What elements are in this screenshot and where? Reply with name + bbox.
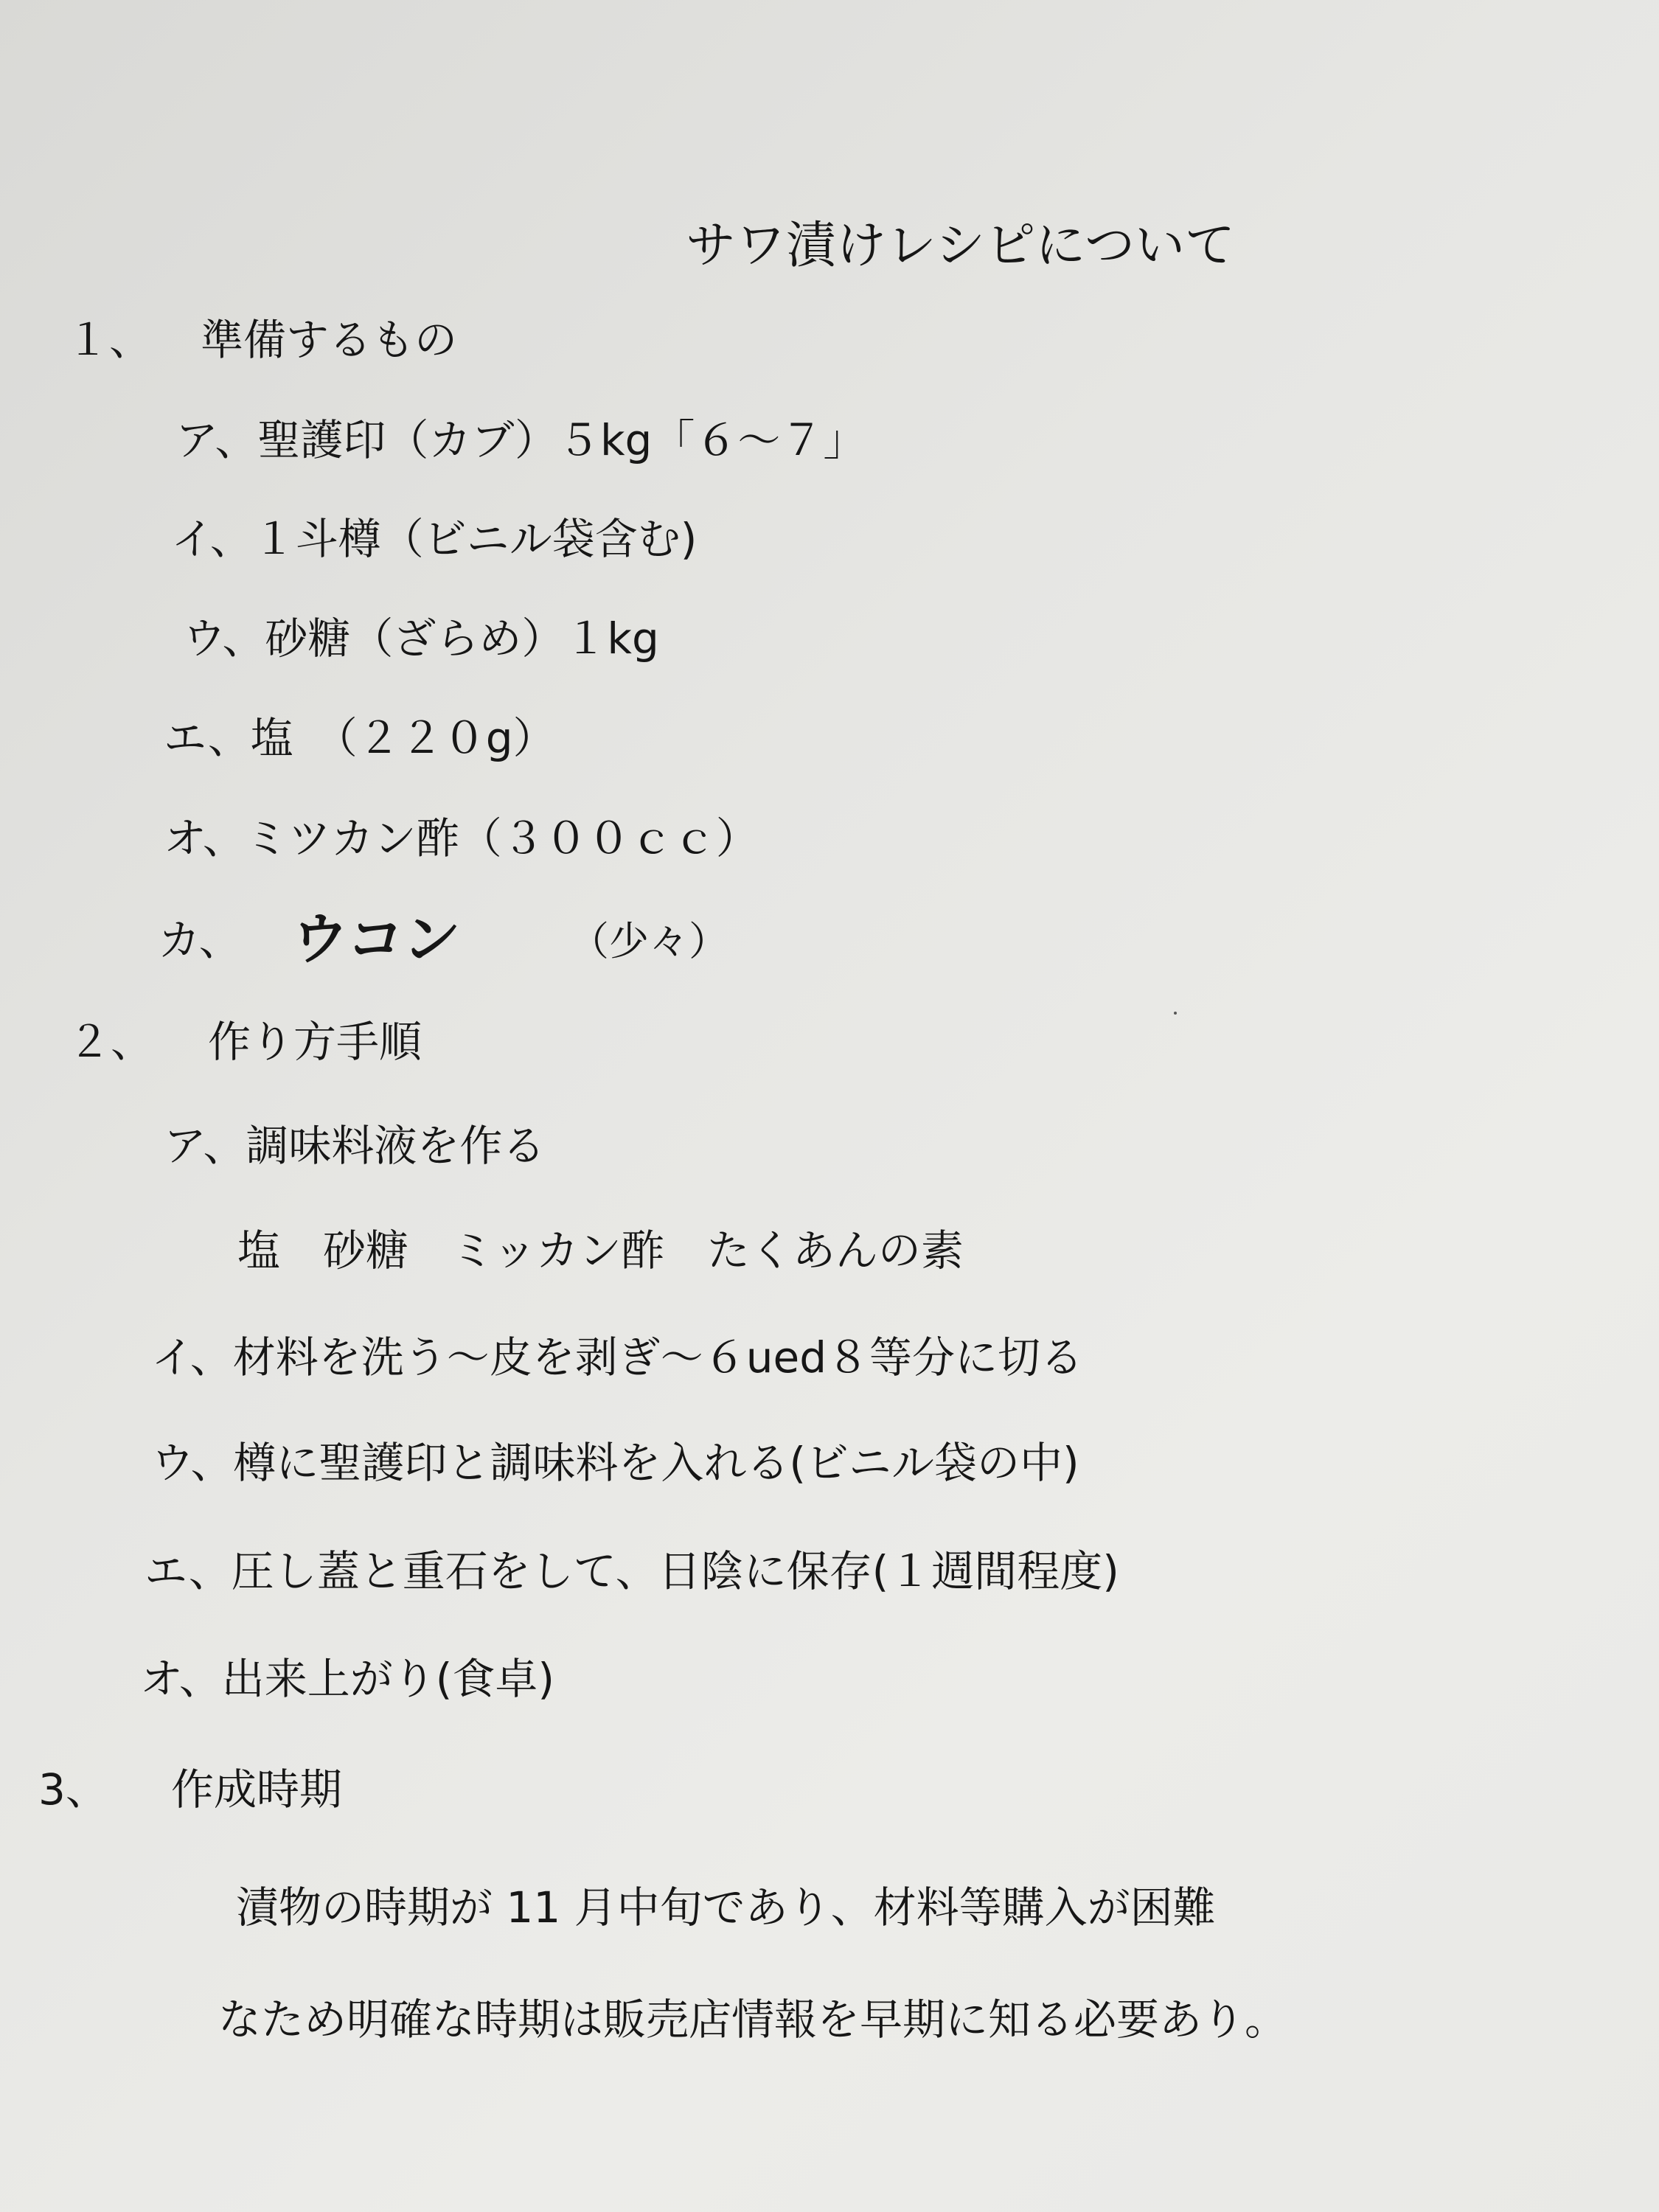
page-title: サワ漬けレシピについて [686,217,1235,275]
section-1-item-u: ウ、砂糖（ざらめ）１kg [183,613,659,664]
section-2-item-a: ア、調味料液を作る [164,1121,546,1171]
section-1-heading: 準備するもの [201,315,458,365]
section-1-item-i: イ、１斗樽（ビニル袋含む) [171,514,698,564]
section-3-text-line-2: なため明確な時期は販売店情報を早期に知る必要あり。 [218,1994,1288,2045]
section-1-item-ka-handwritten [288,906,463,972]
section-1-item-a: ア、聖護印（カブ）５kg「６～７」 [175,415,866,465]
section-2-heading: 作り方手順 [208,1017,422,1067]
section-2-number: ２、 [68,1017,154,1067]
section-2-item-a-detail: 塩 砂糖 ミッカン酢 たくあんの素 [237,1225,964,1276]
section-1-item-e: エ、塩 （２２０g） [164,713,556,763]
paper-speck [1174,1012,1177,1015]
section-1-item-ka-suffix: （少々） [569,918,728,964]
section-3-heading: 作成時期 [171,1764,343,1815]
section-2-item-u: ウ、樽に聖護印と調味料を入れる(ビニル袋の中) [151,1438,1079,1488]
section-1-number: １、 [66,315,153,365]
handwritten-word: ウコン [288,906,463,972]
section-2-item-o: オ、出来上がり(食卓) [140,1654,555,1704]
section-1-item-o: オ、ミツカン酢（３００ｃｃ） [164,813,759,863]
section-2-item-i: イ、材料を洗う～皮を剥ぎ～６ued８等分に切る [151,1332,1084,1382]
section-3-number: 3、 [38,1764,108,1815]
section-1-item-ka-prefix: カ、 [158,915,242,965]
section-2-item-e: エ、圧し蓋と重石をして、日陰に保存(１週間程度) [145,1546,1119,1596]
section-3-text-line-1: 漬物の時期が 11 月中旬であり、材料等購入が困難 [236,1882,1216,1933]
